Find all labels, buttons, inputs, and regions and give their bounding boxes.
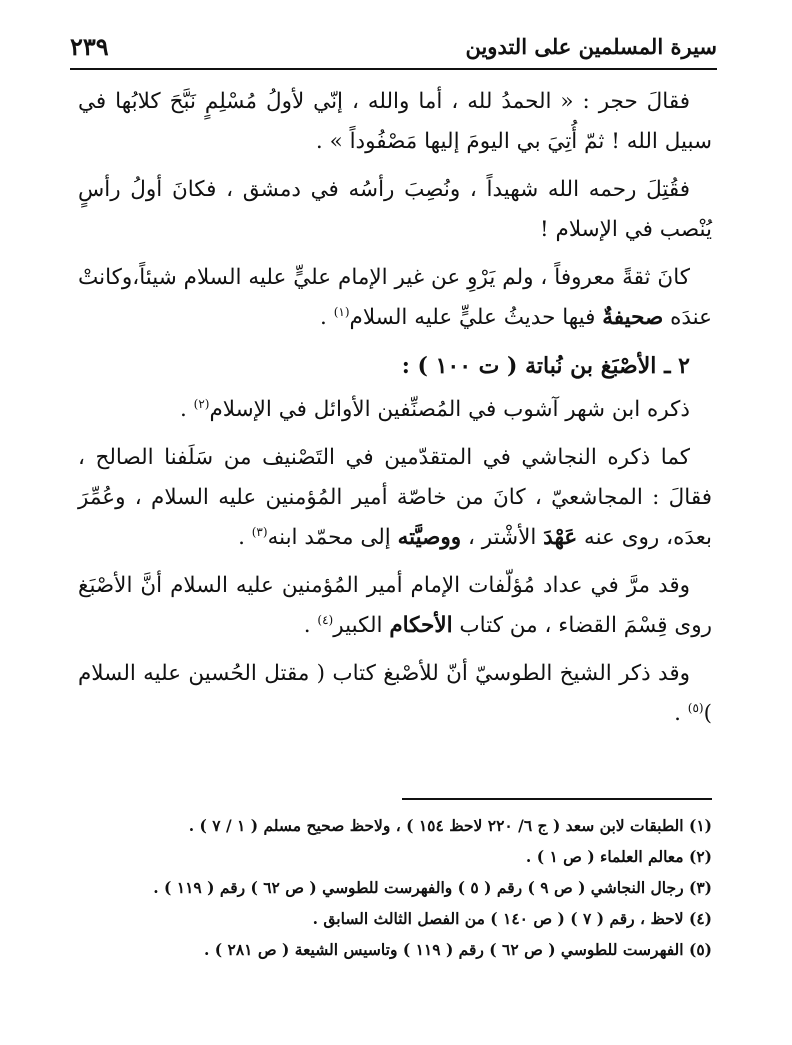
bold-term: عَهْدَ <box>543 525 578 550</box>
heading-number: ٢ ـ <box>664 353 690 379</box>
footnote-ref-4: (٤) <box>317 612 334 627</box>
footnote-4: (٤) لاحظ ، رقم ( ٧ ) ( ص ١٤٠ ) من الفصل الثالث السابق . <box>312 909 712 928</box>
text-run: ذكره ابن شهر آشوب في المُصنِّفين الأوائل في الإسلام <box>209 397 690 422</box>
footnote-ref-2: (٢) <box>193 396 210 411</box>
paragraph-martyrdom: فقُتِلَ رحمه الله شهيداً ، ونُصِبَ رأسُه في دمشق ، فكانَ أولُ رأسٍ يُنْصب في الإسلام ! <box>78 177 712 242</box>
footnote-3: (٣) رجال النجاشي ( ص ٩ ) رقم ( ٥ ) والفهرست للطوسي ( ص ٦٢ ) رقم ( ١١٩ ) . <box>153 878 712 897</box>
heading-date: ( ت ١٠٠ ) : <box>401 353 526 379</box>
text-run: فيها حديثُ عليٍّ عليه السلام <box>349 305 603 330</box>
running-title: سيرة المسلمين على التدوين <box>465 34 717 59</box>
paragraph-tusi <box>78 654 712 734</box>
text-run: . <box>320 305 334 330</box>
footnote-1: (١) الطبقات لابن سعد ( ج ٦/ ٢٢٠ لاحظ ١٥٤ ) ، ولاحظ صحيح مسلم ( ١ / ٧ ) . <box>188 816 712 835</box>
heading-title: الأصْبَغ بن نُباتة <box>525 353 657 379</box>
footnote-5: (٥) الفهرست للطوسي ( ص ٦٢ ) رقم ( ١١٩ ) وتاسيس الشيعة ( ص ٢٨١ ) . <box>203 940 712 959</box>
page-number: ٢٣٩ <box>70 32 109 61</box>
paragraph-trustworthy <box>78 258 712 338</box>
footnote-2: (٢) معالم العلماء ( ص ١ ) . <box>525 847 712 866</box>
section-heading <box>78 346 712 386</box>
text-run: وقد ذكر الشيخ الطوسيّ أنّ للأصْبغ كتاب ( مقتل الحُسين عليه السلام ) <box>78 661 712 726</box>
text-run: الكبير <box>333 613 390 638</box>
footnote-ref-1: (١) <box>333 304 350 319</box>
paragraph-qada <box>78 566 712 646</box>
paragraph-najashi <box>78 438 712 558</box>
text-run: . <box>674 701 688 726</box>
text-run: . <box>179 397 194 422</box>
paragraph-hujr-speech: فقالَ حجر : « الحمدُ لله ، أما والله ، إنّي لأولُ مُسْلِمٍ نَبَّحَ كلابُها في سبيل الله ! ثمّ أُتِيَ بي اليومَ إليها مَصْفُوداً » . <box>78 89 712 154</box>
text-run: . <box>303 613 318 638</box>
paragraph-ibn-shahr <box>78 390 712 430</box>
page-header <box>70 24 717 70</box>
text-run: وقد مرَّ في عداد مُؤلّفات الإمام أمير المُؤمنين عليه السلام أنَّ الأصْبَغ روى قِسْمَ القضاء ، من كتاب <box>78 573 712 638</box>
footnote-ref-5: (٥) <box>687 700 704 715</box>
bold-term: الأحكام <box>389 613 453 638</box>
footnote-ref-3: (٣) <box>251 524 268 539</box>
bold-term: صحيفةٌ <box>602 305 664 330</box>
text-run: الأشْتر ، <box>461 525 544 550</box>
main-text <box>78 82 712 742</box>
bold-term: ووصيَّته <box>397 525 462 550</box>
text-run: كانَ ثقةً معروفاً ، ولم يَرْوِ عن غير الإمام عليٍّ عليه السلام شيئاً،وكانتْ عندَه <box>78 265 712 330</box>
text-run: إلى محمّد ابنه <box>267 525 398 550</box>
footnotes <box>78 810 712 965</box>
footnote-divider <box>402 798 712 800</box>
text-run: . <box>238 525 252 550</box>
text-run: كما ذكره النجاشي في المتقدّمين في التَصْنيف من سَلَفنا الصالح ، فقالَ : المجاشعيّ ، كانَ من خاصّة أمير المُؤمنين عليه السلام ، وعُمِّرَ بعدَه، روى عنه <box>78 445 712 550</box>
